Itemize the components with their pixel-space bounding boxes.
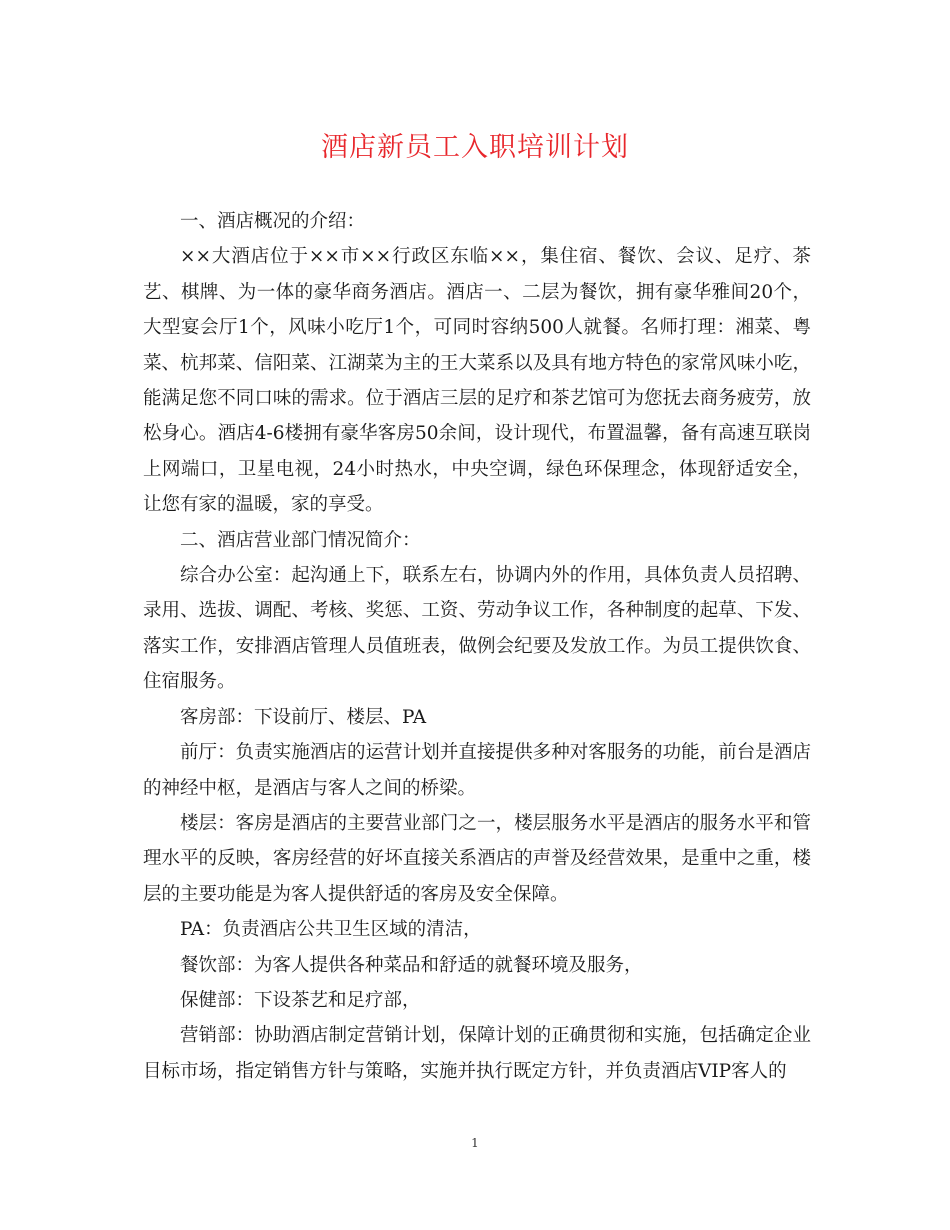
page-number: 1 bbox=[471, 1136, 479, 1150]
paragraph-front-desk: 前厅：负责实施酒店的运营计划并直接提供多种对客服务的功能，前台是酒店的神经中枢，是酒店与客人之间的桥梁。 bbox=[143, 742, 811, 799]
paragraph-floors: 楼层：客房是酒店的主要营业部门之一，楼层服务水平是酒店的服务水平和管理水平的反映，客房经营的好坏直接关系酒店的声誉及经营效果，是重中之重，楼层的主要功能是为客人提供舒适的客房及安全保障。 bbox=[143, 812, 811, 905]
paragraph-hotel-overview: ××大酒店位于××市××行政区东临××，集住宿、餐饮、会议、足疗、茶艺、棋牌、为一体的豪华商务酒店。酒店一、二层为餐饮，拥有豪华雅间20个，大型宴会厅1个，风味小吃厅1个，可同时容纳500人就餐。名师打理：湘菜、粤菜、杭邦菜、信阳菜、江湖菜为主的王大菜系以及具有地方特色的家常风味小吃，能满足您不同口味的需求。位于酒店三层的足疗和茶艺馆可为您抚去商务疲劳，放松身心。酒店4-6楼拥有豪华客房50余间，设计现代，布置温馨，备有高速互联岗上网端口，卫星电视，24小时热水，中央空调，绿色环保理念，体现舒适安全，让您有家的温暖，家的享受。 bbox=[143, 246, 811, 516]
paragraph-marketing: 营销部：协助酒店制定营销计划，保障计划的正确贯彻和实施，包括确定企业目标市场，指定销售方针与策略，实施并执行既定方针，并负责酒店VIP客人的 bbox=[143, 1025, 811, 1082]
paragraph-wellness: 保健部：下设茶艺和足疗部， bbox=[180, 989, 421, 1011]
paragraph-housekeeping: 客房部：下设前厅、楼层、PA bbox=[180, 706, 427, 728]
paragraph-pa: PA：负责酒店公共卫生区域的清洁， bbox=[180, 919, 482, 941]
paragraph-general-office: 综合办公室：起沟通上下，联系左右，协调内外的作用，具体负责人员招聘、录用、选拔、调配、考核、奖惩、工资、劳动争议工作，各种制度的起草、下发、落实工作，安排酒店管理人员值班表，做例会纪要及发放工作。为员工提供饮食、住宿服务。 bbox=[143, 565, 811, 693]
section-heading-overview: 一、酒店概况的介绍： bbox=[180, 211, 366, 232]
document-title: 酒店新员工入职培训计划 bbox=[321, 132, 629, 163]
section-heading-departments: 二、酒店营业部门情况简介： bbox=[180, 529, 421, 551]
document-body bbox=[143, 204, 811, 1089]
paragraph-catering: 餐饮部：为客人提供各种菜品和舒适的就餐环境及服务， bbox=[180, 954, 643, 976]
